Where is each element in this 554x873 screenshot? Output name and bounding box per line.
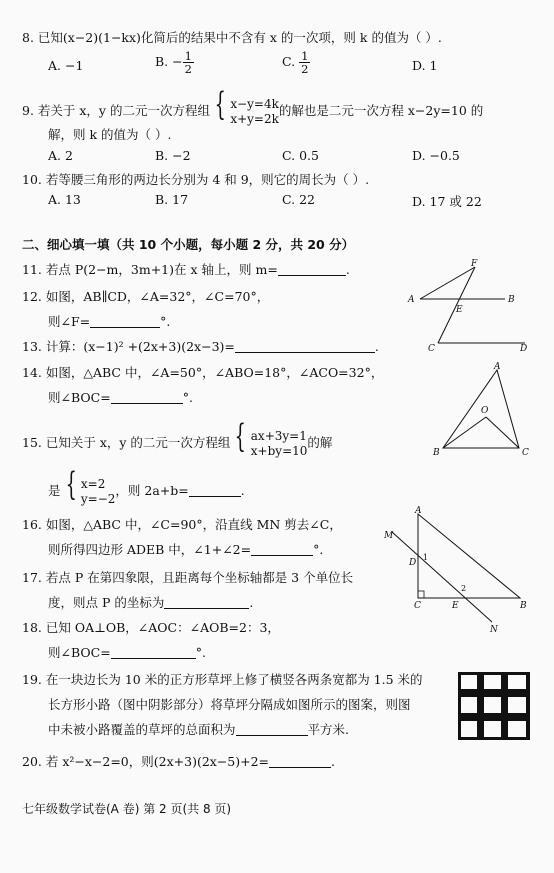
figure-16-right-triangle (380, 500, 540, 635)
label-M: M (384, 531, 394, 541)
answer-blank[interactable] (189, 484, 241, 497)
left-brace-icon: { (214, 85, 226, 123)
label-D: D (409, 558, 417, 568)
q9-option-c: C. 0.5 (282, 148, 319, 163)
answer-blank[interactable] (90, 315, 160, 328)
question-16: 16. 如图，△ABC 中，∠C=90°，沿直线 MN 剪去∠C， (22, 517, 342, 532)
question-19-line3: 中未被小路覆盖的草坪的总面积为 平方米. (48, 722, 349, 737)
label-A: A (415, 506, 422, 516)
answer-blank[interactable] (269, 755, 331, 768)
question-12-line2: 则∠F= °. (48, 314, 171, 329)
answer-blank[interactable] (236, 723, 308, 736)
question-10: 10. 若等腰三角形的两边长分别为 4 和 9，则它的周长为（ ）. (22, 172, 370, 187)
left-brace-icon: { (235, 417, 247, 455)
question-16-line2: 则所得四边形 ADEB 中，∠1+∠2= °. (48, 542, 324, 557)
page-footer: 七年级数学试卷(A 卷) 第 2 页(共 8 页) (22, 802, 232, 816)
question-18-line2: 则∠BOC= °. (48, 645, 206, 660)
q10-option-c: C. 22 (282, 192, 315, 207)
figure-12-parallel-lines (400, 255, 540, 355)
question-18: 18. 已知 OA⊥OB，∠AOC：∠AOB=2：3， (22, 620, 280, 635)
answer-blank[interactable] (164, 596, 249, 609)
label-A: A (408, 295, 415, 305)
figure-14-triangle (425, 362, 535, 457)
label-E: E (456, 305, 463, 315)
answer-blank[interactable] (251, 543, 313, 556)
label-B: B (433, 448, 440, 457)
question-14-line2: 则∠BOC= °. (48, 390, 193, 405)
figure-19-lawn-grid (456, 670, 532, 742)
label-A: A (494, 362, 501, 372)
question-9-line2: 解，则 k 的值为（ ）. (48, 127, 172, 142)
q9-option-a: A. 2 (48, 148, 73, 163)
q8-option-b: B. − $\frac{1}{2}$ (155, 49, 192, 76)
question-13: 13. 计算：(x−1)² +(2x+3)(2x−3)= . (22, 339, 379, 354)
q8-option-c: C. $\frac{1}{2}$ (282, 49, 309, 76)
question-15-line2: 是 { x=2 y=−2 ，则 2a+b= . (48, 465, 245, 506)
q10-option-a: A. 13 (48, 192, 81, 207)
q8-option-d: D. 1 (412, 58, 438, 73)
label-B: B (508, 295, 515, 305)
question-8: 8. 已知(x−2)(1−kx)化简后的结果中不含有 x 的一次项，则 k 的值为（ ）. (22, 30, 442, 45)
label-N: N (490, 625, 498, 635)
label-E: E (452, 601, 459, 611)
label-C: C (522, 448, 529, 457)
label-angle-1: 1 (423, 553, 429, 562)
label-angle-2: 2 (461, 584, 467, 593)
question-19-line2: 长方形小路（图中阴影部分）将草坪分隔成如图所示的图案，则图 (48, 697, 411, 712)
question-19: 19. 在一块边长为 10 米的正方形草坪上修了横竖各两条宽都为 1.5 米的 (22, 672, 423, 687)
answer-blank[interactable] (111, 391, 183, 404)
answer-blank[interactable] (111, 646, 196, 659)
section-2-title: 二、细心填一填（共 10 个小题，每小题 2 分，共 20 分） (22, 237, 355, 252)
q8-option-a: A. −1 (48, 58, 84, 73)
question-11: 11. 若点 P(2−m，3m+1)在 x 轴上，则 m= . (22, 262, 350, 277)
question-17: 17. 若点 P 在第四象限，且距离每个坐标轴都是 3 个单位长 (22, 570, 354, 585)
q9-option-b: B. −2 (155, 148, 191, 163)
label-O: O (481, 406, 489, 416)
q10-option-b: B. 17 (155, 192, 189, 207)
question-17-line2: 度，则点 P 的坐标为 . (48, 595, 254, 610)
label-C: C (414, 601, 421, 611)
q10-option-d: D. 17 或 22 (412, 194, 482, 209)
answer-blank[interactable] (278, 263, 346, 276)
label-B: B (520, 601, 527, 611)
question-12: 12. 如图，AB∥CD，∠A=32°，∠C=70°， (22, 289, 270, 304)
question-14: 14. 如图，△ABC 中，∠A=50°，∠ABO=18°，∠ACO=32°， (22, 365, 384, 380)
label-D: D (520, 344, 528, 354)
question-9: 9. 若关于 x，y 的二元一次方程组 { x−y=4k x+y=2k 的解也是二元一次方程 x−2y=10 的 (22, 85, 484, 126)
label-C: C (428, 344, 435, 354)
q9-option-d: D. −0.5 (412, 148, 460, 163)
left-brace-icon: { (65, 465, 77, 503)
question-20: 20. 若 x²−x−2=0，则(2x+3)(2x−5)+2= . (22, 754, 336, 769)
question-15: 15. 已知关于 x，y 的二元一次方程组 { ax+3y=1 x+by=10 的解 (22, 417, 333, 458)
label-F: F (471, 259, 478, 269)
answer-blank[interactable] (235, 340, 375, 353)
